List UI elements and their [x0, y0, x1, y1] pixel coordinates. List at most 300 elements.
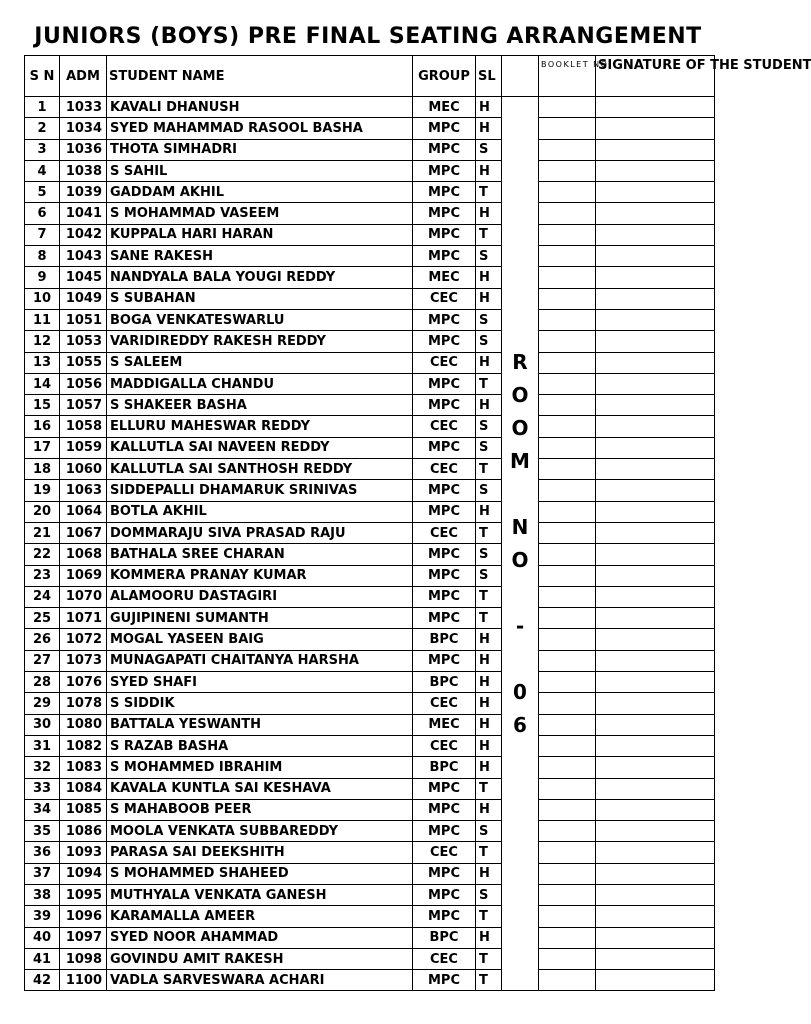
cell-sn: 16: [25, 416, 60, 437]
table-row: [25, 480, 715, 501]
cell-group: MPC: [413, 246, 476, 267]
cell-signature[interactable]: [596, 735, 715, 756]
table-row: [25, 714, 715, 735]
cell-group: BPC: [413, 629, 476, 650]
cell-signature[interactable]: [596, 246, 715, 267]
cell-group: CEC: [413, 693, 476, 714]
room-label-char: [517, 643, 524, 676]
cell-booklet-no[interactable]: [539, 586, 596, 607]
cell-booklet-no[interactable]: [539, 629, 596, 650]
cell-signature[interactable]: [596, 309, 715, 330]
cell-signature[interactable]: [596, 927, 715, 948]
cell-sl: T: [476, 459, 502, 480]
cell-booklet-no[interactable]: [539, 480, 596, 501]
cell-sl: T: [476, 586, 502, 607]
cell-signature[interactable]: [596, 948, 715, 969]
cell-group: CEC: [413, 459, 476, 480]
room-label-char: O: [511, 415, 529, 440]
cell-group: MPC: [413, 884, 476, 905]
room-label-char: N: [511, 514, 529, 539]
cell-booklet-no[interactable]: [539, 970, 596, 991]
cell-sl: S: [476, 309, 502, 330]
cell-booklet-no[interactable]: [539, 650, 596, 671]
cell-booklet-no[interactable]: [539, 246, 596, 267]
table-row: [25, 884, 715, 905]
header-booklet-no: BOOKLET NO: [539, 56, 596, 97]
cell-sl: H: [476, 629, 502, 650]
cell-sl: S: [476, 565, 502, 586]
table-row: [25, 97, 715, 118]
header-student-name: STUDENT NAME: [107, 56, 413, 97]
cell-sn: 19: [25, 480, 60, 501]
cell-booklet-no[interactable]: [539, 97, 596, 118]
cell-sn: 29: [25, 693, 60, 714]
table-row: [25, 224, 715, 245]
cell-adm: 1057: [60, 395, 107, 416]
cell-adm: 1071: [60, 608, 107, 629]
cell-adm: 1070: [60, 586, 107, 607]
cell-booklet-no[interactable]: [539, 778, 596, 799]
cell-signature[interactable]: [596, 395, 715, 416]
cell-sn: 21: [25, 522, 60, 543]
cell-booklet-no[interactable]: [539, 693, 596, 714]
cell-signature[interactable]: [596, 863, 715, 884]
cell-adm: 1068: [60, 544, 107, 565]
cell-signature[interactable]: [596, 331, 715, 352]
cell-adm: 1042: [60, 224, 107, 245]
cell-adm: 1069: [60, 565, 107, 586]
cell-sl: S: [476, 821, 502, 842]
table-row: [25, 927, 715, 948]
cell-adm: 1034: [60, 118, 107, 139]
cell-group: CEC: [413, 522, 476, 543]
cell-group: MPC: [413, 608, 476, 629]
cell-booklet-no[interactable]: [539, 182, 596, 203]
cell-booklet-no[interactable]: [539, 118, 596, 139]
cell-sl: T: [476, 948, 502, 969]
cell-booklet-no[interactable]: [539, 842, 596, 863]
room-label-char: O: [511, 547, 529, 572]
header-row: [25, 56, 715, 97]
table-row: [25, 139, 715, 160]
room-label-char: R: [512, 349, 528, 374]
cell-sn: 40: [25, 927, 60, 948]
cell-sl: H: [476, 693, 502, 714]
table-row: [25, 970, 715, 991]
cell-sn: 23: [25, 565, 60, 586]
cell-signature[interactable]: [596, 480, 715, 501]
header-sl: SL: [476, 56, 502, 97]
cell-student-name: BOTLA AKHIL: [107, 501, 413, 522]
cell-sn: 10: [25, 288, 60, 309]
cell-group: MPC: [413, 906, 476, 927]
cell-booklet-no[interactable]: [539, 459, 596, 480]
table-row: [25, 246, 715, 267]
table-row: [25, 821, 715, 842]
cell-adm: 1084: [60, 778, 107, 799]
cell-booklet-no[interactable]: [539, 288, 596, 309]
cell-adm: 1086: [60, 821, 107, 842]
header-signature: SIGNATURE OF THE STUDENT: [596, 56, 715, 97]
table-row: [25, 203, 715, 224]
cell-student-name: S MOHAMMAD VASEEM: [107, 203, 413, 224]
cell-signature[interactable]: [596, 416, 715, 437]
table-row: [25, 522, 715, 543]
cell-group: MPC: [413, 309, 476, 330]
cell-sn: 2: [25, 118, 60, 139]
cell-sl: T: [476, 373, 502, 394]
cell-sn: 15: [25, 395, 60, 416]
cell-sl: H: [476, 395, 502, 416]
cell-adm: 1043: [60, 246, 107, 267]
cell-student-name: S SUBAHAN: [107, 288, 413, 309]
table-row: [25, 629, 715, 650]
cell-student-name: S RAZAB BASHA: [107, 735, 413, 756]
cell-booklet-no[interactable]: [539, 948, 596, 969]
cell-sn: 6: [25, 203, 60, 224]
cell-booklet-no[interactable]: [539, 267, 596, 288]
room-label-char: [517, 577, 524, 610]
page-title: JUNIORS (BOYS) PRE FINAL SEATING ARRANGEMENT: [34, 24, 702, 49]
room-label-char: 0: [513, 679, 527, 704]
cell-sn: 37: [25, 863, 60, 884]
cell-group: MPC: [413, 139, 476, 160]
cell-student-name: S MAHABOOB PEER: [107, 799, 413, 820]
cell-sl: H: [476, 735, 502, 756]
cell-booklet-no[interactable]: [539, 906, 596, 927]
cell-sl: T: [476, 842, 502, 863]
cell-student-name: S SALEEM: [107, 352, 413, 373]
cell-sl: S: [476, 416, 502, 437]
cell-booklet-no[interactable]: [539, 544, 596, 565]
seating-table: [24, 55, 811, 991]
cell-group: MEC: [413, 714, 476, 735]
cell-booklet-no[interactable]: [539, 714, 596, 735]
cell-booklet-no[interactable]: [539, 203, 596, 224]
cell-booklet-no[interactable]: [539, 799, 596, 820]
cell-booklet-no[interactable]: [539, 884, 596, 905]
cell-sl: H: [476, 203, 502, 224]
cell-signature[interactable]: [596, 650, 715, 671]
cell-group: BPC: [413, 927, 476, 948]
cell-signature[interactable]: [596, 672, 715, 693]
cell-booklet-no[interactable]: [539, 501, 596, 522]
cell-adm: 1083: [60, 757, 107, 778]
cell-adm: 1053: [60, 331, 107, 352]
cell-sn: 9: [25, 267, 60, 288]
cell-adm: 1067: [60, 522, 107, 543]
cell-booklet-no[interactable]: [539, 309, 596, 330]
cell-signature[interactable]: [596, 884, 715, 905]
cell-student-name: PARASA SAI DEEKSHITH: [107, 842, 413, 863]
cell-sl: T: [476, 224, 502, 245]
cell-group: BPC: [413, 757, 476, 778]
cell-signature[interactable]: [596, 203, 715, 224]
cell-adm: 1094: [60, 863, 107, 884]
cell-adm: 1051: [60, 309, 107, 330]
cell-booklet-no[interactable]: [539, 757, 596, 778]
cell-signature[interactable]: [596, 586, 715, 607]
cell-booklet-no[interactable]: [539, 608, 596, 629]
cell-signature[interactable]: [596, 693, 715, 714]
cell-group: MPC: [413, 118, 476, 139]
room-label-char: -: [515, 613, 525, 638]
table-row: [25, 693, 715, 714]
cell-group: MPC: [413, 821, 476, 842]
table-row: [25, 608, 715, 629]
table-row: [25, 863, 715, 884]
cell-sn: 41: [25, 948, 60, 969]
cell-sl: S: [476, 884, 502, 905]
cell-signature[interactable]: [596, 544, 715, 565]
cell-sn: 35: [25, 821, 60, 842]
cell-adm: 1076: [60, 672, 107, 693]
cell-student-name: S SAHIL: [107, 160, 413, 181]
cell-sn: 17: [25, 437, 60, 458]
cell-signature[interactable]: [596, 821, 715, 842]
cell-signature[interactable]: [596, 160, 715, 181]
cell-signature[interactable]: [596, 778, 715, 799]
cell-signature[interactable]: [596, 97, 715, 118]
cell-signature[interactable]: [596, 224, 715, 245]
cell-student-name: MOOLA VENKATA SUBBAREDDY: [107, 821, 413, 842]
table-row: [25, 160, 715, 181]
cell-signature[interactable]: [596, 757, 715, 778]
cell-group: MPC: [413, 437, 476, 458]
cell-signature[interactable]: [596, 352, 715, 373]
cell-adm: 1049: [60, 288, 107, 309]
table-row: [25, 309, 715, 330]
cell-sl: H: [476, 757, 502, 778]
cell-group: CEC: [413, 288, 476, 309]
table-row: [25, 395, 715, 416]
cell-signature[interactable]: [596, 459, 715, 480]
cell-group: MPC: [413, 863, 476, 884]
cell-adm: 1055: [60, 352, 107, 373]
cell-adm: 1098: [60, 948, 107, 969]
cell-booklet-no[interactable]: [539, 139, 596, 160]
cell-adm: 1093: [60, 842, 107, 863]
cell-signature[interactable]: [596, 970, 715, 991]
cell-adm: 1096: [60, 906, 107, 927]
cell-student-name: VADLA SARVESWARA ACHARI: [107, 970, 413, 991]
cell-sl: T: [476, 608, 502, 629]
cell-booklet-no[interactable]: [539, 373, 596, 394]
cell-sl: T: [476, 778, 502, 799]
cell-adm: 1056: [60, 373, 107, 394]
cell-sl: S: [476, 480, 502, 501]
cell-sn: 34: [25, 799, 60, 820]
cell-sl: T: [476, 522, 502, 543]
table-row: [25, 842, 715, 863]
cell-booklet-no[interactable]: [539, 522, 596, 543]
cell-adm: 1038: [60, 160, 107, 181]
cell-adm: 1080: [60, 714, 107, 735]
cell-group: MPC: [413, 650, 476, 671]
cell-signature[interactable]: [596, 714, 715, 735]
header-room: [502, 56, 539, 97]
cell-adm: 1097: [60, 927, 107, 948]
cell-sn: 13: [25, 352, 60, 373]
cell-signature[interactable]: [596, 799, 715, 820]
cell-sl: T: [476, 182, 502, 203]
table-row: [25, 288, 715, 309]
cell-sl: S: [476, 331, 502, 352]
cell-student-name: KALLUTLA SAI NAVEEN REDDY: [107, 437, 413, 458]
table-row: [25, 906, 715, 927]
cell-adm: 1078: [60, 693, 107, 714]
cell-student-name: GADDAM AKHIL: [107, 182, 413, 203]
cell-booklet-no[interactable]: [539, 565, 596, 586]
cell-adm: 1082: [60, 735, 107, 756]
cell-sl: S: [476, 246, 502, 267]
cell-sn: 4: [25, 160, 60, 181]
cell-student-name: S MOHAMMED SHAHEED: [107, 863, 413, 884]
cell-group: CEC: [413, 842, 476, 863]
cell-sn: 30: [25, 714, 60, 735]
cell-group: CEC: [413, 352, 476, 373]
cell-sl: H: [476, 288, 502, 309]
table-row: [25, 544, 715, 565]
cell-booklet-no[interactable]: [539, 735, 596, 756]
cell-signature[interactable]: [596, 501, 715, 522]
cell-sn: 22: [25, 544, 60, 565]
cell-booklet-no[interactable]: [539, 927, 596, 948]
cell-student-name: VARIDIREDDY RAKESH REDDY: [107, 331, 413, 352]
cell-signature[interactable]: [596, 608, 715, 629]
table-row: [25, 735, 715, 756]
cell-sn: 7: [25, 224, 60, 245]
cell-sn: 14: [25, 373, 60, 394]
cell-sn: 25: [25, 608, 60, 629]
cell-group: MPC: [413, 182, 476, 203]
cell-adm: 1045: [60, 267, 107, 288]
cell-booklet-no[interactable]: [539, 331, 596, 352]
cell-signature[interactable]: [596, 182, 715, 203]
cell-sl: H: [476, 863, 502, 884]
cell-sl: H: [476, 672, 502, 693]
cell-signature[interactable]: [596, 437, 715, 458]
cell-signature[interactable]: [596, 842, 715, 863]
cell-sn: 18: [25, 459, 60, 480]
cell-sl: H: [476, 97, 502, 118]
cell-sl: T: [476, 970, 502, 991]
cell-group: CEC: [413, 735, 476, 756]
cell-sn: 24: [25, 586, 60, 607]
cell-sl: S: [476, 139, 502, 160]
cell-student-name: MOGAL YASEEN BAIG: [107, 629, 413, 650]
table-row: [25, 501, 715, 522]
cell-student-name: BOGA VENKATESWARLU: [107, 309, 413, 330]
table-row: [25, 650, 715, 671]
cell-student-name: NANDYALA BALA YOUGI REDDY: [107, 267, 413, 288]
cell-student-name: DOMMARAJU SIVA PRASAD RAJU: [107, 522, 413, 543]
cell-signature[interactable]: [596, 565, 715, 586]
cell-group: MPC: [413, 331, 476, 352]
cell-sl: S: [476, 544, 502, 565]
cell-sn: 5: [25, 182, 60, 203]
cell-adm: 1036: [60, 139, 107, 160]
cell-adm: 1095: [60, 884, 107, 905]
table-row: [25, 331, 715, 352]
cell-student-name: ELLURU MAHESWAR REDDY: [107, 416, 413, 437]
cell-booklet-no[interactable]: [539, 821, 596, 842]
cell-booklet-no[interactable]: [539, 224, 596, 245]
cell-sn: 27: [25, 650, 60, 671]
cell-group: MPC: [413, 160, 476, 181]
cell-group: MPC: [413, 544, 476, 565]
cell-booklet-no[interactable]: [539, 160, 596, 181]
cell-booklet-no[interactable]: [539, 437, 596, 458]
cell-booklet-no[interactable]: [539, 395, 596, 416]
cell-adm: 1064: [60, 501, 107, 522]
cell-signature[interactable]: [596, 629, 715, 650]
cell-signature[interactable]: [596, 373, 715, 394]
cell-signature[interactable]: [596, 906, 715, 927]
cell-group: MPC: [413, 203, 476, 224]
cell-group: MPC: [413, 224, 476, 245]
cell-signature[interactable]: [596, 118, 715, 139]
cell-sn: 36: [25, 842, 60, 863]
cell-student-name: KOMMERA PRANAY KUMAR: [107, 565, 413, 586]
cell-adm: 1072: [60, 629, 107, 650]
cell-student-name: KALLUTLA SAI SANTHOSH REDDY: [107, 459, 413, 480]
cell-adm: 1059: [60, 437, 107, 458]
cell-student-name: KAVALA KUNTLA SAI KESHAVA: [107, 778, 413, 799]
cell-sn: 26: [25, 629, 60, 650]
cell-signature[interactable]: [596, 139, 715, 160]
room-label-char: 6: [513, 712, 527, 737]
table-row: [25, 182, 715, 203]
cell-student-name: BATHALA SREE CHARAN: [107, 544, 413, 565]
cell-student-name: S MOHAMMED IBRAHIM: [107, 757, 413, 778]
cell-student-name: SYED MAHAMMAD RASOOL BASHA: [107, 118, 413, 139]
cell-booklet-no[interactable]: [539, 863, 596, 884]
cell-group: CEC: [413, 416, 476, 437]
cell-signature[interactable]: [596, 288, 715, 309]
cell-adm: 1039: [60, 182, 107, 203]
cell-student-name: KARAMALLA AMEER: [107, 906, 413, 927]
cell-booklet-no[interactable]: [539, 416, 596, 437]
cell-group: MPC: [413, 586, 476, 607]
cell-group: MPC: [413, 970, 476, 991]
cell-sl: T: [476, 906, 502, 927]
cell-student-name: MUNAGAPATI CHAITANYA HARSHA: [107, 650, 413, 671]
cell-booklet-no[interactable]: [539, 352, 596, 373]
table-row: [25, 586, 715, 607]
table-row: [25, 799, 715, 820]
room-label-char: O: [511, 382, 529, 407]
cell-booklet-no[interactable]: [539, 672, 596, 693]
cell-student-name: SIDDEPALLI DHAMARUK SRINIVAS: [107, 480, 413, 501]
cell-student-name: GOVINDU AMIT RAKESH: [107, 948, 413, 969]
cell-group: MPC: [413, 373, 476, 394]
cell-signature[interactable]: [596, 522, 715, 543]
cell-sn: 32: [25, 757, 60, 778]
room-label-char: M: [510, 448, 530, 473]
cell-sn: 8: [25, 246, 60, 267]
cell-student-name: S SHAKEER BASHA: [107, 395, 413, 416]
cell-signature[interactable]: [596, 267, 715, 288]
cell-sn: 20: [25, 501, 60, 522]
cell-sn: 42: [25, 970, 60, 991]
cell-sn: 3: [25, 139, 60, 160]
cell-group: CEC: [413, 948, 476, 969]
cell-student-name: GUJIPINENI SUMANTH: [107, 608, 413, 629]
table-row: [25, 948, 715, 969]
cell-student-name: KAVALI DHANUSH: [107, 97, 413, 118]
cell-group: MPC: [413, 799, 476, 820]
